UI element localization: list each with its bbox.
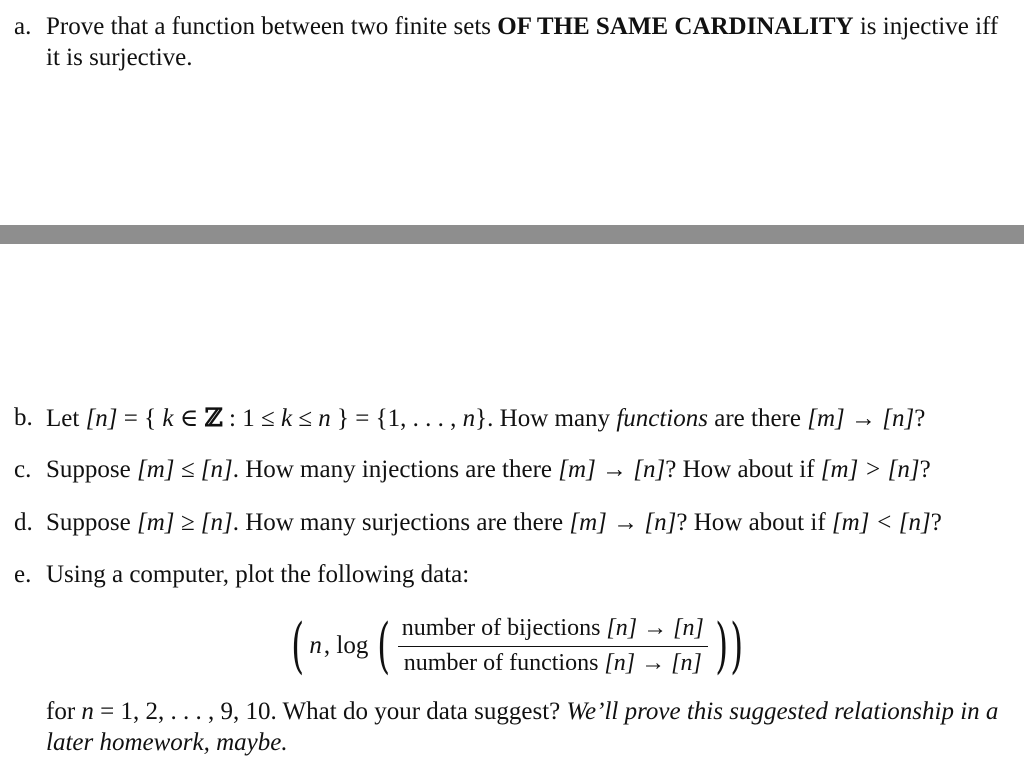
followup-n: n [81, 698, 94, 725]
problem-a-text-post: is injective iff it is surjective. [46, 13, 999, 71]
problem-c-mid2: ? How about if [665, 456, 821, 483]
problem-b-question-mid: are there [707, 405, 808, 432]
problem-b-map: [m] → [n] [807, 405, 915, 432]
fraction-denominator [400, 647, 706, 678]
problem-c-q: ? [919, 456, 931, 483]
problem-e [14, 560, 1008, 591]
denominator-text: number of functions [403, 649, 605, 676]
problem-b-functions-emphasis: functions [616, 405, 708, 432]
inner-paren-left: ( [377, 611, 391, 681]
problem-c-cond2: [m] > [n] [820, 456, 920, 483]
problem-a-text [46, 12, 1008, 73]
outer-paren-left: ( [291, 611, 305, 681]
fraction-numerator [398, 614, 708, 646]
problem-b-end-set: }. [475, 405, 494, 432]
problem-d-cond2: [m] < [n] [831, 509, 931, 536]
problem-a-text-pre: Prove that a function between two finite sets [46, 13, 498, 40]
problem-a-emphasis: OF THE SAME CARDINALITY [497, 13, 854, 40]
problem-c-map: [m] → [n] [558, 456, 666, 483]
problem-b-def-n: [n] [85, 405, 118, 432]
problem-b-n1: n [318, 405, 331, 432]
problem-d-cond: [m] ≥ [n] [136, 509, 233, 536]
problem-b-in: ∈ [173, 405, 205, 432]
problem-e-text: Using a computer, plot the following data: [46, 561, 470, 588]
problem-d [14, 508, 1008, 539]
followup-range: = 1, 2, . . . , 9, 10. What do your data suggest? [93, 698, 567, 725]
problem-a-marker: a. [14, 13, 32, 40]
problem-b-question-pre: How many [493, 405, 617, 432]
numerator-map: [n] → [n] [606, 615, 704, 642]
outer-paren-right: ) [730, 611, 744, 681]
problem-c-mid: . How many injections are there [232, 456, 559, 483]
problem-e-marker: e. [14, 561, 32, 588]
problem-b-eq: = { [117, 405, 163, 432]
numerator-text: number of bijections [401, 615, 607, 642]
problem-c [14, 455, 1008, 486]
problem-c-text [46, 455, 1008, 486]
problem-b-cond: : 1 ≤ [222, 405, 281, 432]
problem-d-marker: d. [14, 509, 33, 536]
integers-symbol: ℤ [204, 403, 223, 432]
problem-c-marker: c. [14, 456, 32, 483]
equation-fraction [398, 614, 708, 678]
problem-b-le: ≤ [292, 405, 319, 432]
problem-b [14, 403, 1008, 435]
problem-c-pre: Suppose [46, 456, 137, 483]
followup-emphasis: We’ll prove this suggested relationship in a later homework, maybe. [46, 698, 999, 756]
problem-b-n2: n [462, 405, 476, 432]
problem-d-pre: Suppose [46, 509, 137, 536]
problem-b-close: } = {1, . . . , [330, 405, 463, 432]
problem-e-followup [46, 697, 1008, 758]
problem-d-mid2: ? How about if [676, 509, 832, 536]
problem-c-cond: [m] ≤ [n] [136, 456, 233, 483]
problem-b-q: ? [914, 405, 926, 432]
equation-n: n [309, 631, 322, 659]
problem-b-k: k [162, 405, 174, 432]
display-equation [286, 606, 766, 686]
problem-d-q: ? [930, 509, 942, 536]
answer-divider-bar [0, 225, 1024, 244]
followup-pre: for [46, 698, 82, 725]
problem-d-map: [m] → [n] [569, 509, 677, 536]
problem-b-text [46, 403, 1008, 435]
problem-d-text [46, 508, 1008, 539]
denominator-map: [n] → [n] [604, 649, 702, 676]
inner-paren-right: ) [715, 611, 728, 681]
problem-b-let: Let [46, 405, 86, 432]
problem-b-marker: b. [14, 404, 33, 431]
problem-a [14, 12, 1008, 73]
equation-log: , log [323, 631, 369, 659]
problem-b-k2: k [280, 405, 293, 432]
problem-d-mid: . How many surjections are there [232, 509, 570, 536]
